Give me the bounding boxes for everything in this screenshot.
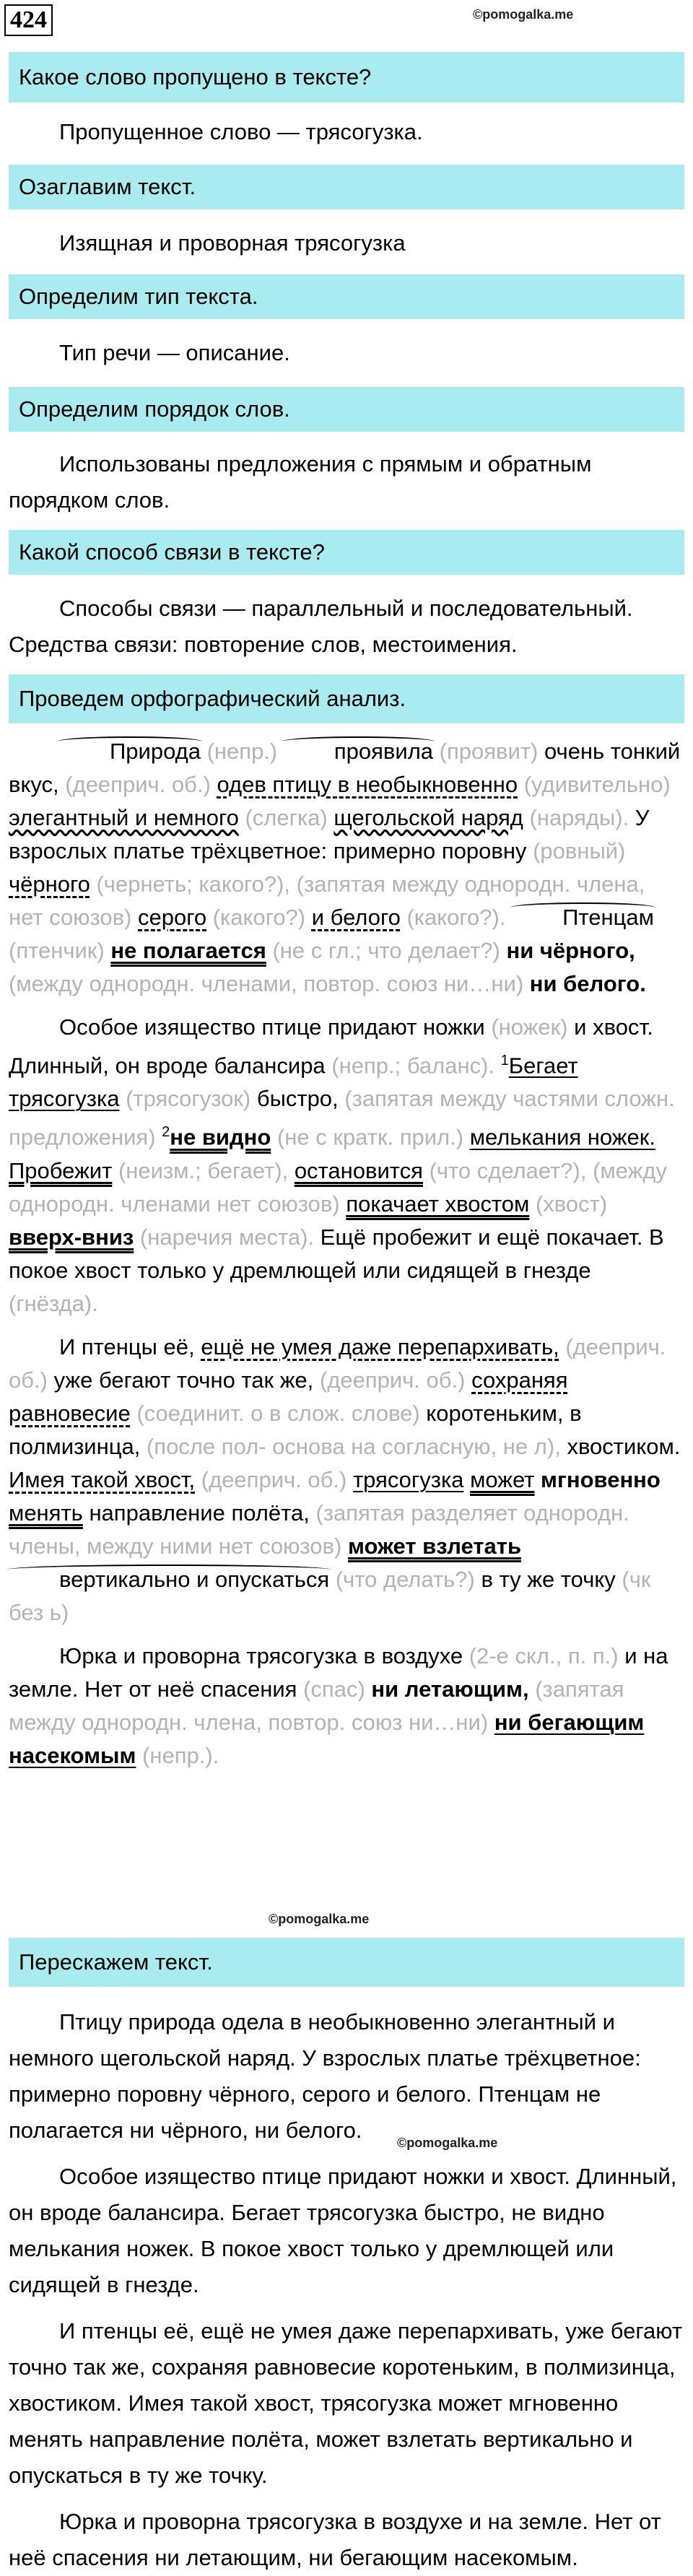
answer-connection: Способы связи — параллельный и последовательный. Средства связи: повторение слов, местоимения. [9,596,633,657]
section-title-spelling-analysis: Проведем орфографический анализ. [9,674,684,723]
retell-text [9,2004,684,2576]
analysis-paragraph-1: Природа (непр.) проявила (проявит) очень тонкий вкус, (дееприч. об.) одев птицу в необыкновенно (удивительно) элегантный и немного (слегка) щегольской наряд (наряды). У взрослых платье трёхцветное: примерно поровну (ровный) чёрного (чернеть; какого?), (запятая между однородн. члена, нет союзов) серого (какого?) и белого (какого?). Птенцам (птенчик) не полагается (не с гл.; что делает?) ни чёрного, (между однородн. членами, повтор. союз ни…ни) ни белого. [9,735,684,1001]
retell-paragraph-1: Птицу природа одела в необыкновенно элегантный и немного щегольской наряд. У взрослых платье трёхцветное: примерно поровну чёрного, серого и белого. Птенцам не полагается ни чёрного, ни белого. [9,2009,641,2143]
section-title-retell: Перескажем текст. [9,1938,684,1987]
answer-missing-word: Пропущенное слово — трясогузка. [59,119,423,144]
retell-paragraph-3: И птенцы её, ещё не умея даже перепархивать, уже бегают точно так же, сохраняя равновесие коротеньким, в полмизинца, хвостиком. Имея такой хвост, трясогузка может мгновенно менять направление полёта, может взлетать вертикально и опускаться в ту же точку. [9,2318,683,2488]
analysis-paragraph-2: Особое изящество птице придают ножки (ножек) и хвост. Длинный, он вроде балансира (непр.; баланс). $^1$Бегает трясогузка (трясогузок) быстро, (запятая между частями сложн. предложения) $^2$не видно (не с кратк. прил.) мелькания ножек. Пробежит (неизм.; бегает), остановится (что сделает?), (между однородн. членами нет союзов) покачает хвостом (хвост) вверх-вниз (наречия места). Ещё пробежит и ещё покачает. В покое хвост только у дремлющей или сидящей в гнезде (гнёзда). [9,1014,675,1316]
section-title-missing-word: Какое слово пропущено в тексте? [9,52,684,103]
analysis-paragraph-4: Юрка и проворна трясогузка в воздухе (2-е скл., п. п.) и на земле. Нет от неё спасения (спас) ни летающим, (запятая между однородн. члена, повтор. союз ни…ни) ни бегающим насекомым (непр.). [9,1642,668,1768]
section-title-word-order: Определим порядок слов. [9,387,684,432]
spelling-analysis [9,735,684,1772]
retell-paragraph-4: Юрка и проворна трясогузка в воздухе и на земле. Нет от неё спасения ни летающим, ни бегающим насекомым. [9,2509,661,2570]
answer-word-order: Использованы предложения с прямым и обратным порядком слов. [9,451,592,513]
watermark: ©pomogalka.me [397,2136,498,2150]
section-title-connection: Какой способ связи в тексте? [9,530,684,575]
section-title-heading: Озаглавим текст. [9,165,684,209]
answer-heading: Изящная и проворная трясогузка [59,230,406,256]
watermark: ©pomogalka.me [269,1912,370,1926]
task-number: 424 [4,4,53,36]
answer-text-type: Тип речи — описание. [59,340,290,365]
watermark: ©pomogalka.me [473,7,574,22]
analysis-paragraph-3: И птенцы её, ещё не умея даже перепархивать, (дееприч. об.) уже бегают точно так же, (дееприч. об.) сохраняя равновесие (соединит. о в слож. слове) коротеньким, в полмизинца, (после пол- основа на согласную, не л), хвостиком. Имея такой хвост, (дееприч. об.) трясогузка может мгновенно менять направление полёта, (запятая разделяет однородн. члены, между ними нет союзов) может взлетать вертикально и опускаться (что делать?) в ту же точку (чк без ь) [9,1333,681,1625]
section-title-text-type: Определим тип текста. [9,274,684,319]
retell-paragraph-2: Особое изящество птице придают ножки и хвост. Длинный, он вроде балансира. Бегает трясогузка быстро, не видно мелькания ножек. В покое хвост только у дремлющей или сидящей в гнезде. [9,2164,677,2297]
